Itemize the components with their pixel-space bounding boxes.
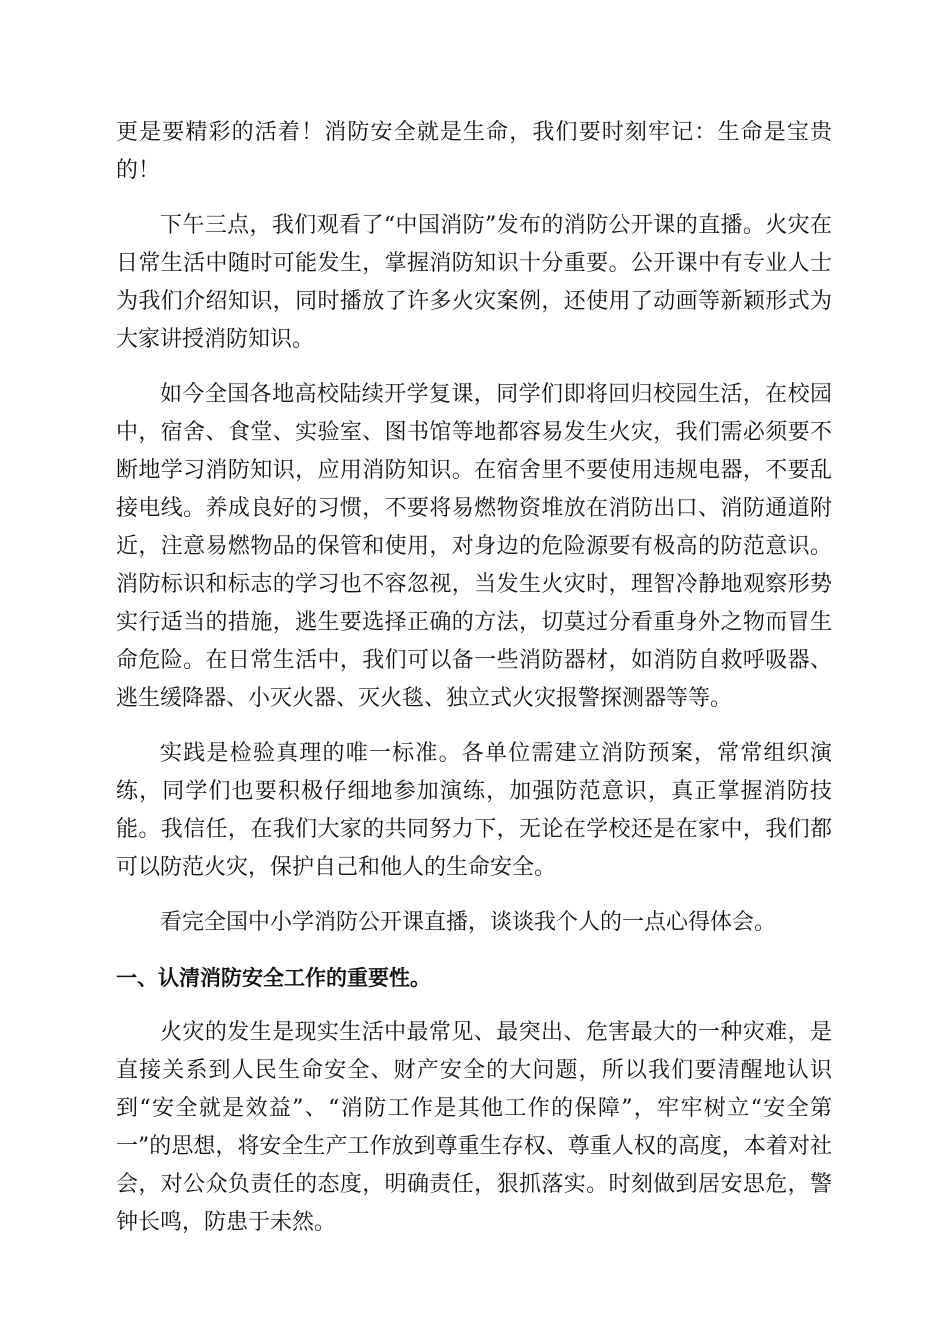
paragraph-2: 下午三点，我们观看了“中国消防”发布的消防公开课的直播。火灾在日常生活中随时可能发生，掌握消防知识十分重要。公开课中有专业人士为我们介绍知识，同时播放了许多火灾案例，还使用了动画等新颖形式为大家讲授消防知识。 bbox=[116, 213, 832, 352]
paragraph-5: 看完全国中小学消防公开课直播，谈谈我个人的一点心得体会。 bbox=[160, 910, 777, 935]
document-page bbox=[116, 114, 832, 1259]
paragraph-4: 实践是检验真理的唯一标准。各单位需建立消防预案，常常组织演练，同学们也要积极仔细地参加演练，加强防范意识，真正掌握消防技能。我信任，在我们大家的共同努力下，无论在学校还是在家中，我们都可以防范火灾，保护自己和他人的生命安全。 bbox=[116, 741, 832, 880]
section-heading: 一、认清消防安全工作的重要性。 bbox=[116, 966, 431, 990]
paragraph-3: 如今全国各地高校陆续开学复课，同学们即将回归校园生活，在校园中，宿舍、食堂、实验室、图书馆等地都容易发生火灾，我们需必须要不断地学习消防知识，应用消防知识。在宿舍里不要使用违规电器，不要乱接电线。养成良好的习惯，不要将易燃物资堆放在消防出口、消防通道附近，注意易燃物品的保管和使用，对身边的危险源要有极高的防范意识。消防标识和标志的学习也不容忽视，当发生火灾时，理智冷静地观察形势实行适当的措施，逃生要选择正确的方法，切莫过分看重身外之物而冒生命危险。在日常生活中，我们可以备一些消防器材，如消防自救呼吸器、逃生缓降器、小灭火器、灭火毯、独立式火灾报警探测器等等。 bbox=[116, 382, 832, 711]
paragraph-6: 火灾的发生是现实生活中最常见、最突出、危害最大的一种灾难，是直接关系到人民生命安全、财产安全的大问题，所以我们要清醒地认识到“安全就是效益”、“消防工作是其他工作的保障”，牢牢树立“安全第一”的思想，将安全生产工作放到尊重生存权、尊重人权的高度，本着对社会，对公众负责任的态度，明确责任，狠抓落实。时刻做到居安思危，警钟长鸣，防患于未然。 bbox=[116, 1020, 832, 1235]
paragraph-1: 更是要精彩的活着！消防安全就是生命，我们要时刻牢记：生命是宝贵的！ bbox=[116, 120, 832, 183]
